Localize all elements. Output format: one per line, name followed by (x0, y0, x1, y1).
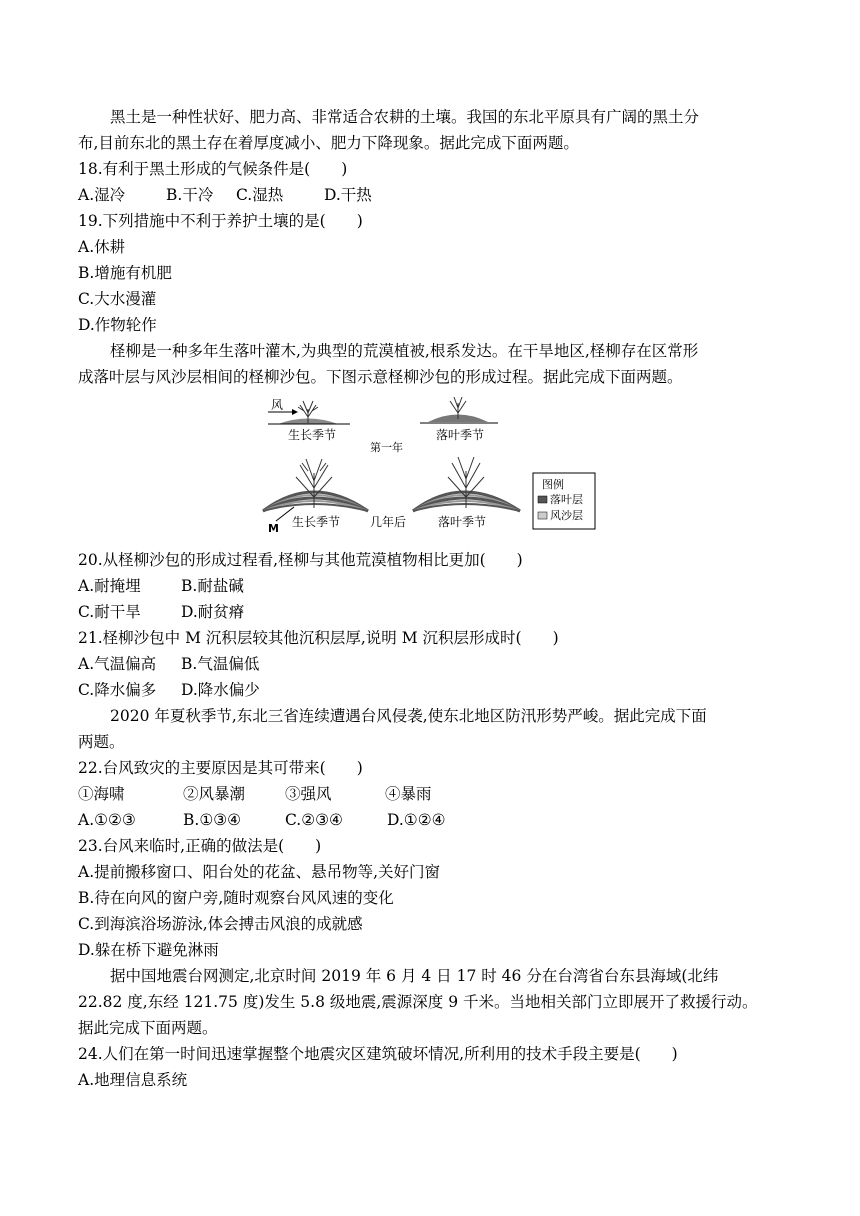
choice-item: ③强风 (285, 785, 332, 803)
wind-label: 风 (271, 398, 284, 412)
question-20-options-row-1 (78, 576, 244, 596)
question-20-stem: 20.从柽柳沙包的形成过程看,柽柳与其他荒漠植物相比更加( ) (78, 551, 523, 569)
passage-4-line-3: 据此完成下面两题。 (78, 1019, 218, 1037)
choice-item: ①海啸 (78, 785, 125, 803)
wind-arrowhead (292, 409, 298, 415)
option: D.干热 (324, 186, 372, 204)
passage-4-line-1: 据中国地震台网测定,北京时间 2019 年 6 月 4 日 17 时 46 分在台湾省台东县海域(北纬 (110, 967, 719, 985)
option: D.作物轮作 (78, 316, 157, 334)
question-19-stem: 19.下列措施中不利于养护土壤的是( ) (78, 212, 363, 230)
option: C.湿热 (236, 186, 284, 204)
label-leaf-fall-2: 落叶季节 (438, 515, 487, 529)
choice-item: ④暴雨 (385, 785, 432, 803)
legend (533, 473, 595, 529)
option: A.湿冷 (78, 186, 126, 204)
question-23-stem: 23.台风来临时,正确的做法是( ) (78, 837, 322, 855)
passage-1-line-2: 布,目前东北的黑土存在着厚度减小、肥力下降现象。据此完成下面两题。 (78, 134, 579, 152)
label-leaf-fall-1: 落叶季节 (436, 428, 485, 442)
passage-3-line-1: 2020 年夏秋季节,东北三省连续遭遇台风侵袭,使东北地区防汛形势严峻。据此完成下面 (110, 707, 707, 725)
option: C.到海滨浴场游泳,体会搏击风浪的成就感 (78, 915, 363, 933)
option: D.降水偏少 (181, 681, 260, 699)
legend-title: 图例 (542, 478, 564, 491)
question-20-options-row-2 (78, 602, 244, 622)
question-22-items (78, 784, 432, 804)
passage-1-line-1: 黑土是一种性状好、肥力高、非常适合农耕的土壤。我国的东北平原具有广阔的黑土分 (110, 108, 700, 126)
option: A.耐掩埋 (78, 577, 141, 595)
label-growth-season-1: 生长季节 (288, 428, 337, 442)
option: B.待在向风的窗户旁,随时观察台风风速的变化 (78, 889, 394, 907)
option: B.增施有机肥 (78, 264, 172, 282)
question-18-options (78, 185, 372, 205)
legend-swatch-leaf (538, 496, 547, 503)
option: D.耐贫瘠 (181, 603, 245, 621)
question-22-options (78, 810, 446, 830)
passage-2-line-1: 柽柳是一种多年生落叶灌木,为典型的荒漠植被,根系发达。在干旱地区,柽柳存在区常形 (110, 342, 699, 360)
question-21-options-row-2 (78, 680, 260, 700)
option: A.气温偏高 (78, 655, 157, 673)
option: B.气温偏低 (181, 655, 260, 673)
option: D.①②④ (387, 811, 446, 829)
question-22-stem: 22.台风致灾的主要原因是其可带来( ) (78, 759, 363, 777)
option: A.休耕 (78, 238, 126, 256)
tamarisk-mound-figure (258, 393, 603, 535)
option: A.①②③ (78, 811, 136, 829)
option: C.大水漫灌 (78, 290, 157, 308)
choice-item: ②风暴潮 (183, 785, 246, 803)
legend-item: 风沙层 (550, 509, 583, 522)
passage-3-line-2: 两题。 (78, 733, 125, 751)
question-18-stem: 18.有利于黑土形成的气候条件是( ) (78, 160, 348, 178)
option: C.降水偏多 (78, 681, 157, 699)
passage-4-line-2: 22.82 度,东经 121.75 度)发生 5.8 级地震,震源深度 9 千米。当地相关部门立即展开了救援行动。 (78, 993, 758, 1011)
option: A.地理信息系统 (78, 1071, 188, 1089)
option: B.耐盐碱 (181, 577, 244, 595)
passage-2-line-2: 成落叶层与风沙层相间的柽柳沙包。下图示意柽柳沙包的形成过程。据此完成下面两题。 (78, 368, 683, 386)
question-21-options-row-1 (78, 654, 259, 674)
question-21-stem: 21.柽柳沙包中 M 沉积层较其他沉积层厚,说明 M 沉积层形成时( ) (78, 629, 559, 647)
label-m: M (268, 522, 279, 535)
option: B.①③④ (183, 811, 242, 829)
question-24-stem: 24.人们在第一时间迅速掌握整个地震灾区建筑破坏情况,所利用的技术手段主要是( ) (78, 1045, 678, 1063)
legend-swatch-sand (538, 512, 547, 519)
label-years-later: 几年后 (370, 515, 407, 529)
option: D.躲在桥下避免淋雨 (78, 941, 219, 959)
option: C.耐干旱 (78, 603, 141, 621)
option: B.干冷 (166, 186, 214, 204)
label-growth-season-2: 生长季节 (292, 515, 341, 529)
label-first-year: 第一年 (370, 441, 403, 454)
legend-item: 落叶层 (550, 493, 583, 506)
option: A.提前搬移窗口、阳台处的花盆、悬吊物等,关好门窗 (78, 863, 441, 881)
option: C.②③④ (285, 811, 343, 829)
